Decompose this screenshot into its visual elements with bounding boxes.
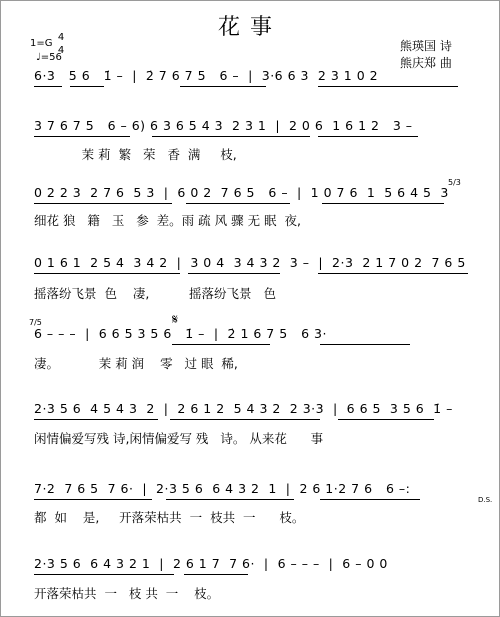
beam xyxy=(186,203,290,204)
staff-8-lyrics: 开落荣枯共 一 枝 共 一 枝。 xyxy=(34,586,220,601)
beam xyxy=(320,344,410,345)
beam xyxy=(34,499,152,500)
beam xyxy=(152,136,310,137)
staff-6-lyrics: 闲情偏爱写残 诗,闲情偏爱写 残 诗。 从来花 事 xyxy=(34,431,324,446)
beam xyxy=(322,203,444,204)
staff-2-notes: 3 7 6 7 5 6 – 6) 6 3 6 5 4 3 2 3 1 | 2 0 6 1 6 1 2 3 – xyxy=(34,118,413,133)
staff-6-notes: 2·3 5 6 4 5 4 3 2 | 2 6 1 2 5 4 3 2 2 3·3 | 6 6 5 3 5 6 1̇ – xyxy=(34,401,453,416)
composer-credit: 熊庆郑 曲 xyxy=(400,56,452,70)
beam xyxy=(170,419,320,420)
song-title: 花事 xyxy=(217,15,282,40)
staff-4-notes: 0 1 6 1 2 5 4 3 4 2 | 3 0 4 3 4 3 2 3 – | 2·3 2 1 7 0 2 7 6 5 xyxy=(34,255,466,270)
beam xyxy=(318,273,468,274)
five-over-three-mark: 5/3 xyxy=(448,178,461,187)
beam xyxy=(34,574,174,575)
staff-1-notes: 6·3 5 6 1̇ – | 2̇ 7 6 7 5 6 – | 3·6 6 3 2 3 1 0 2 xyxy=(34,68,379,83)
beam xyxy=(34,136,130,137)
staff-7-lyrics: 都 如 是, 开落荣枯共 一 枝共 一 枝。 xyxy=(34,510,305,525)
ds-mark: D.S. xyxy=(478,496,493,504)
staff-2-lyrics: 茉 莉 繁 荣 香 满 枝, xyxy=(34,147,237,162)
beam xyxy=(166,499,294,500)
beam xyxy=(318,136,418,137)
beam xyxy=(180,86,266,87)
staff-8-notes: 2·3 5 6 6 4 3 2 1 | 2 6 1 7 7 6· | 6 – – – | 6 – 0 0 xyxy=(34,556,388,571)
key-signature: 1=G xyxy=(30,38,53,49)
beam xyxy=(320,499,420,500)
staff-7-notes: 7·2 7 6 5 7 6· | 2·3 5 6 6 4 3 2 1 | 2 6 1·2 7 6 6 –: xyxy=(34,481,411,496)
beam xyxy=(188,273,280,274)
tied-fraction-mark: 7/5 xyxy=(29,318,42,327)
staff-3-lyrics: 细花 狼 籍 玉 参 差。雨 疏 风 骤 无 眠 夜, xyxy=(34,213,301,228)
staff-3-notes: 0 2 2 3 2 7 6 5 3 | 6 0 2 7 6 5 6 – | 1 0 7 6 1 5 6 4 5 3 xyxy=(34,185,449,200)
beam xyxy=(34,203,172,204)
credits xyxy=(400,38,452,72)
staff-4-lyrics: 摇落纷飞景 色 凄, 摇落纷飞景 色 xyxy=(34,286,276,301)
beam xyxy=(184,574,248,575)
beam xyxy=(34,419,158,420)
time-signature-bottom: 4 xyxy=(57,45,65,56)
time-signature-top: 4 xyxy=(57,32,65,43)
beam xyxy=(318,86,458,87)
beam xyxy=(34,273,180,274)
staff-5-lyrics: 凄。 茉 莉 润 零 过 眼 稀, xyxy=(34,356,238,371)
beam xyxy=(338,419,434,420)
lyricist-credit: 熊瑛国 诗 xyxy=(400,39,452,53)
tempo-marking: ♩=56 xyxy=(36,52,62,63)
beam xyxy=(34,86,62,87)
beam xyxy=(172,344,270,345)
beam xyxy=(70,86,104,87)
segno-mark: 𝄋 xyxy=(172,312,179,328)
staff-5-notes: 6 – – – | 6 6 5 3 5 6 1̇ – | 2̇ 1 6 7 5 6 3· xyxy=(34,326,327,341)
